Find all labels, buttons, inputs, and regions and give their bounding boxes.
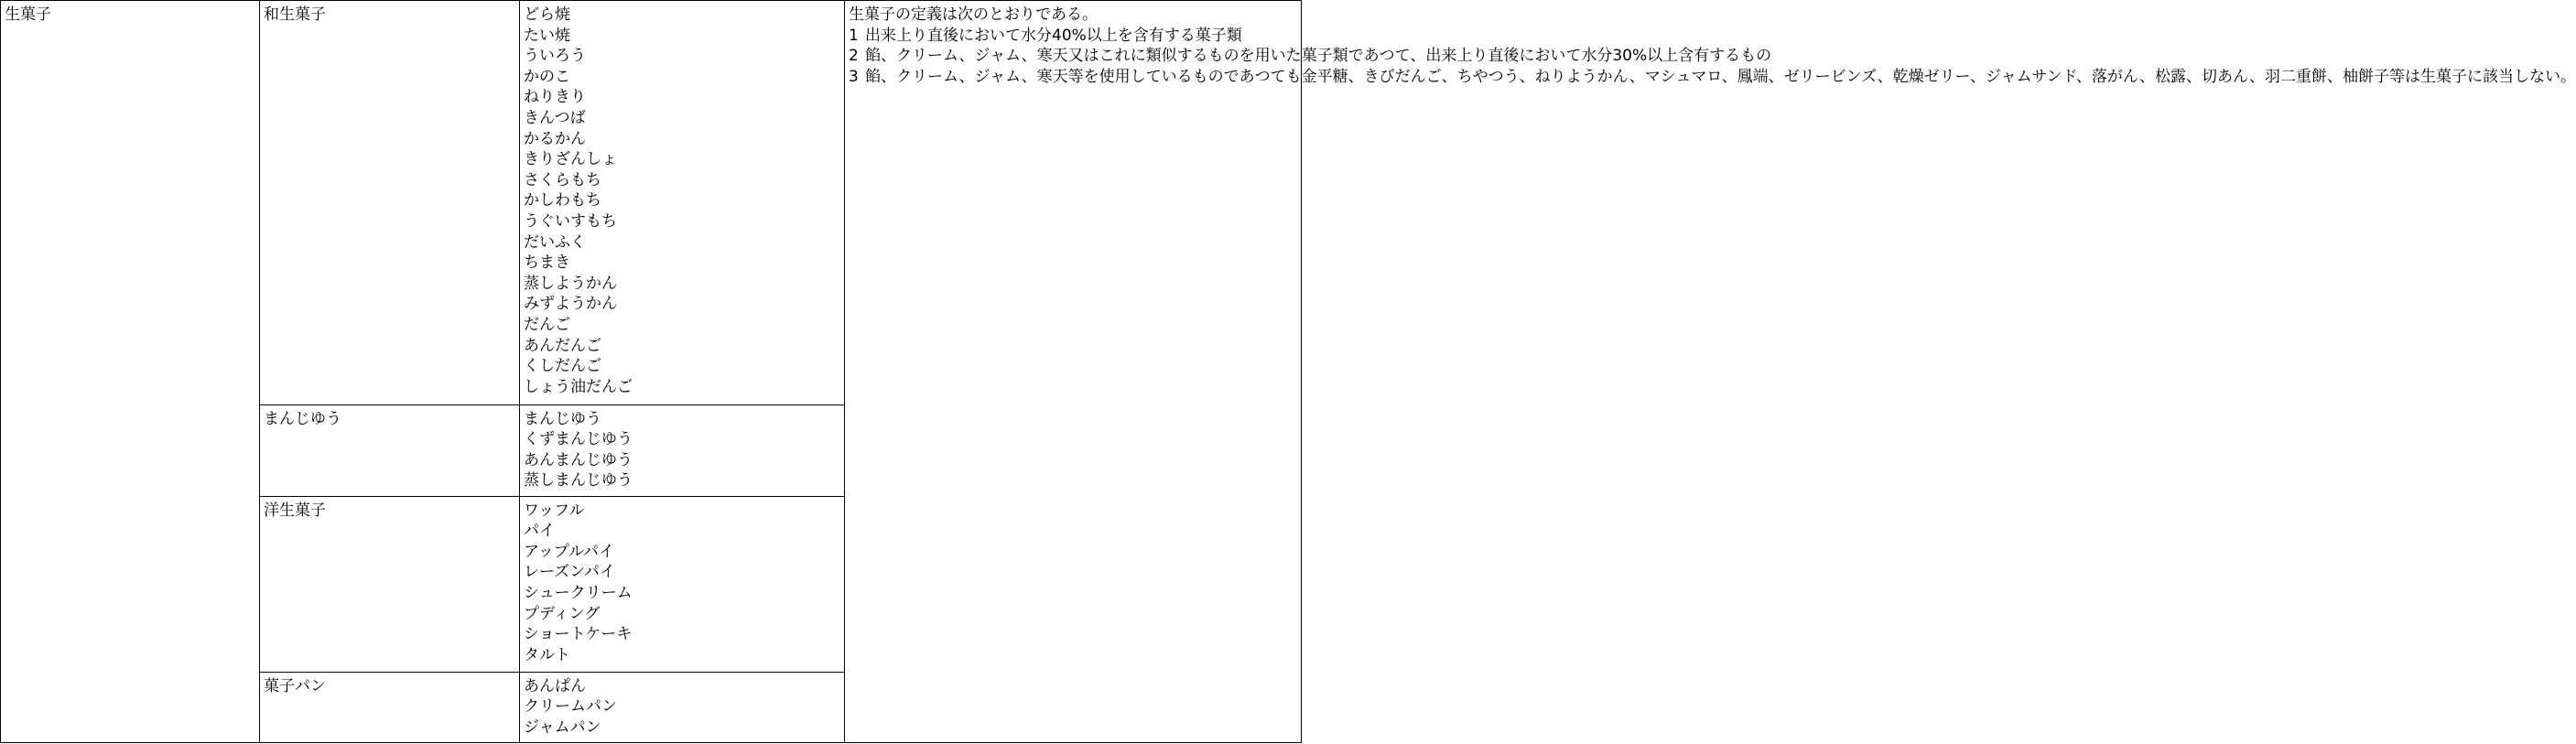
list-item: パイ: [524, 522, 555, 541]
subgroup-cell: [260, 672, 520, 742]
list-item: だんご: [524, 315, 570, 334]
clause-text: 餡、クリーム、ジャム、寒天又はこれに類似するものを用いた菓子類であつて、出来上り直後において水分30%以上含有するもの: [865, 47, 1772, 66]
category-label: 生菓子: [5, 5, 51, 24]
category-cell: [1, 1, 260, 743]
list-item: うぐいすもち: [524, 211, 617, 231]
clause-text: 餡、クリーム、ジャム、寒天等を使用しているものであつても金平糖、きびだんご、ちやつう、ねりようかん、マシュマロ、鳳端、ゼリービンズ、乾燥ゼリー、ジャムサンド、落がん、松露、切あん、羽二重餅、柚餅子等は生菓子に該当しない。: [865, 67, 2576, 86]
list-item: くしだんご: [524, 357, 601, 376]
list-item: ういろう: [524, 47, 586, 66]
list-item: タルト: [524, 645, 570, 664]
list-item: クリームパン: [524, 697, 617, 717]
definition-clause: [849, 26, 1301, 47]
list-item: レーズンパイ: [524, 563, 615, 582]
subgroup-name: まんじゆう: [264, 409, 341, 428]
items-cell: [520, 496, 845, 672]
list-item: どら焼: [524, 5, 570, 24]
list-item: くずまんじゆう: [524, 430, 633, 449]
list-item: 蒸しようかん: [524, 274, 617, 293]
clause-number: 2: [849, 47, 859, 66]
subgroup-cell: [260, 496, 520, 672]
list-item: みずようかん: [524, 295, 617, 314]
list-item: あんだんご: [524, 336, 601, 355]
list-item: かるかん: [524, 129, 586, 148]
clause-number: 1: [849, 26, 859, 45]
list-item: ねりきり: [524, 88, 586, 107]
subgroup-name: 菓子パン: [264, 676, 326, 695]
list-item: だいふく: [524, 232, 586, 252]
list-item: プディング: [524, 604, 601, 623]
subgroup-name: 洋生菓子: [264, 501, 326, 520]
list-item: アップルパイ: [524, 542, 614, 561]
list-item: ワッフル: [524, 501, 585, 520]
subgroup-cell: [260, 404, 520, 496]
subgroup-cell: [260, 1, 520, 405]
list-item: たい焼: [524, 26, 570, 45]
list-item: まんじゆう: [524, 409, 601, 428]
list-item: きりざんしょ: [524, 150, 617, 169]
clause-number: 3: [849, 67, 859, 86]
list-item: かしわもち: [524, 191, 601, 210]
items-cell: [520, 1, 845, 405]
definition-clause: [849, 46, 1772, 67]
list-item: ショートケーキ: [524, 625, 633, 644]
list-item: あんぱん: [524, 676, 586, 695]
list-item: きんつば: [524, 108, 586, 127]
definition-cell: [845, 1, 2576, 743]
items-cell: [520, 404, 845, 496]
list-item: かのこ: [524, 67, 570, 86]
table-row: [1, 1, 1302, 405]
list-item: しょう油だんご: [524, 377, 633, 396]
list-item: さくらもち: [524, 170, 601, 189]
definition-clause: [849, 67, 2576, 88]
items-cell: [520, 672, 845, 742]
list-item: ちまき: [524, 253, 570, 273]
definition-intro: 生菓子の定義は次のとおりである。: [849, 5, 1098, 24]
list-item: あんまんじゆう: [524, 450, 633, 469]
list-item: シュークリーム: [524, 584, 633, 603]
list-item: ジャムパン: [524, 718, 601, 738]
clause-text: 出来上り直後において水分40%以上を含有する菓子類: [865, 26, 1242, 45]
list-item: 蒸しまんじゆう: [524, 471, 633, 491]
subgroup-name: 和生菓子: [264, 5, 326, 24]
